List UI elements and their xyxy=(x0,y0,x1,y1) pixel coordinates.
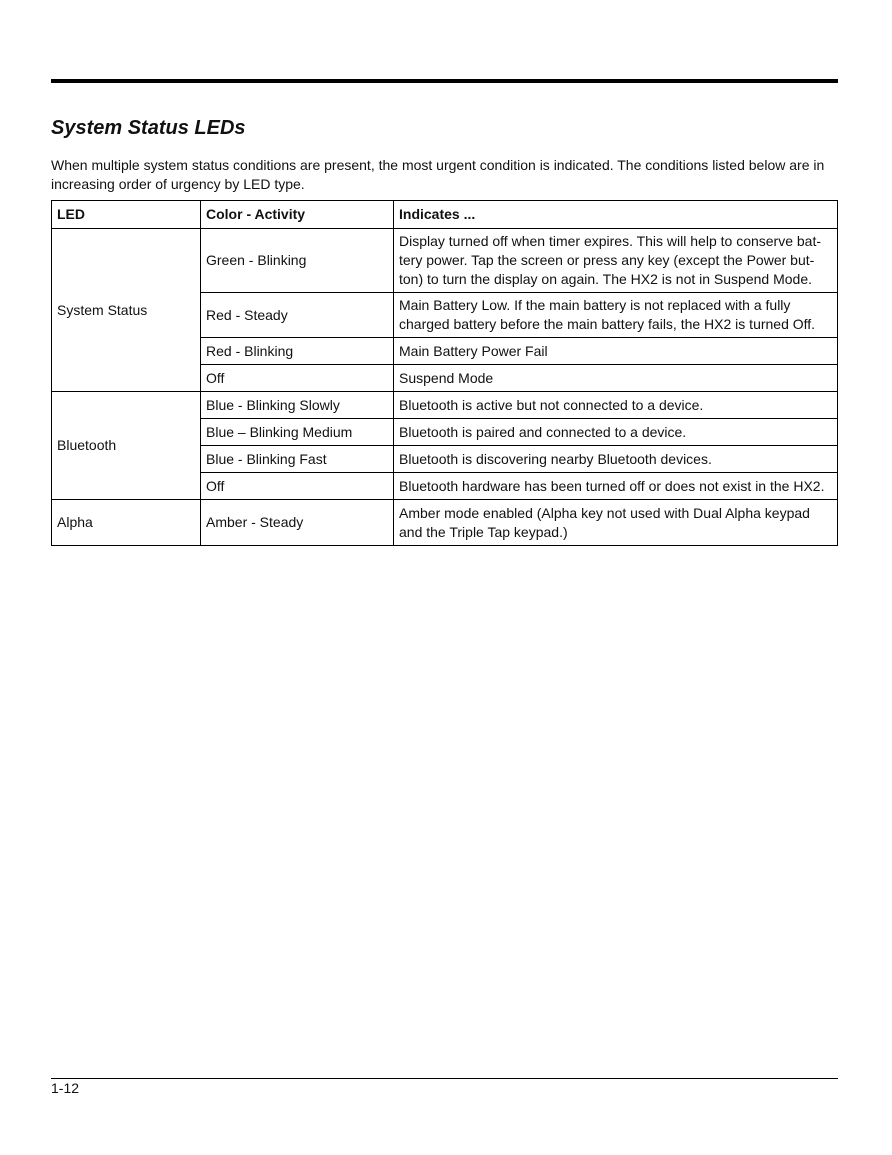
page-number: 1-12 xyxy=(51,1080,80,1096)
intro-paragraph: When multiple system status conditions are present, the most urgent condition is indicated. The conditions listed below are in increasing order of urgency by LED type. xyxy=(51,157,825,192)
footer-rule xyxy=(51,1078,838,1079)
header-led: LED xyxy=(52,201,201,229)
indicates-cell: Bluetooth is active but not connected to a device. xyxy=(394,392,838,419)
led-cell-system-status: System Status xyxy=(52,229,201,392)
color-cell: Red - Blinking xyxy=(201,338,394,365)
table-row xyxy=(52,229,838,293)
header-rule xyxy=(51,79,838,83)
color-cell: Blue - Blinking Slowly xyxy=(201,392,394,419)
led-cell-alpha: Alpha xyxy=(52,500,201,546)
color-cell: Green - Blinking xyxy=(201,229,394,293)
color-cell: Red - Steady xyxy=(201,293,394,338)
indicates-cell: Bluetooth is paired and connected to a device. xyxy=(394,419,838,446)
table-row xyxy=(52,500,838,546)
header-indicates: Indicates ... xyxy=(394,201,838,229)
color-cell: Off xyxy=(201,365,394,392)
table-header-row xyxy=(52,201,838,229)
section-title: System Status LEDs xyxy=(51,117,246,139)
indicates-cell: Bluetooth is discovering nearby Bluetooth devices. xyxy=(394,446,838,473)
color-cell: Blue - Blinking Fast xyxy=(201,446,394,473)
color-cell: Blue – Blinking Medium xyxy=(201,419,394,446)
color-cell: Off xyxy=(201,473,394,500)
indicates-cell: Main Battery Power Fail xyxy=(394,338,838,365)
indicates-cell: Main Battery Low. If the main battery is not replaced with a fully charged battery before the main battery fails, the HX2 is turned Off. xyxy=(394,293,838,338)
led-cell-bluetooth: Bluetooth xyxy=(52,392,201,500)
indicates-cell: Bluetooth hardware has been turned off or does not exist in the HX2. xyxy=(394,473,838,500)
indicates-cell: Display turned off when timer expires. This will help to conserve battery power. Tap the screen or press any key (except the Power button) to turn the display on again. The HX2 is not in Suspend Mode. xyxy=(394,229,838,293)
color-cell: Amber - Steady xyxy=(201,500,394,546)
led-status-table xyxy=(51,200,838,546)
header-color-activity: Color - Activity xyxy=(201,201,394,229)
indicates-cell: Amber mode enabled (Alpha key not used with Dual Alpha keypad and the Triple Tap keypad.) xyxy=(394,500,838,546)
table-row xyxy=(52,392,838,419)
indicates-cell: Suspend Mode xyxy=(394,365,838,392)
